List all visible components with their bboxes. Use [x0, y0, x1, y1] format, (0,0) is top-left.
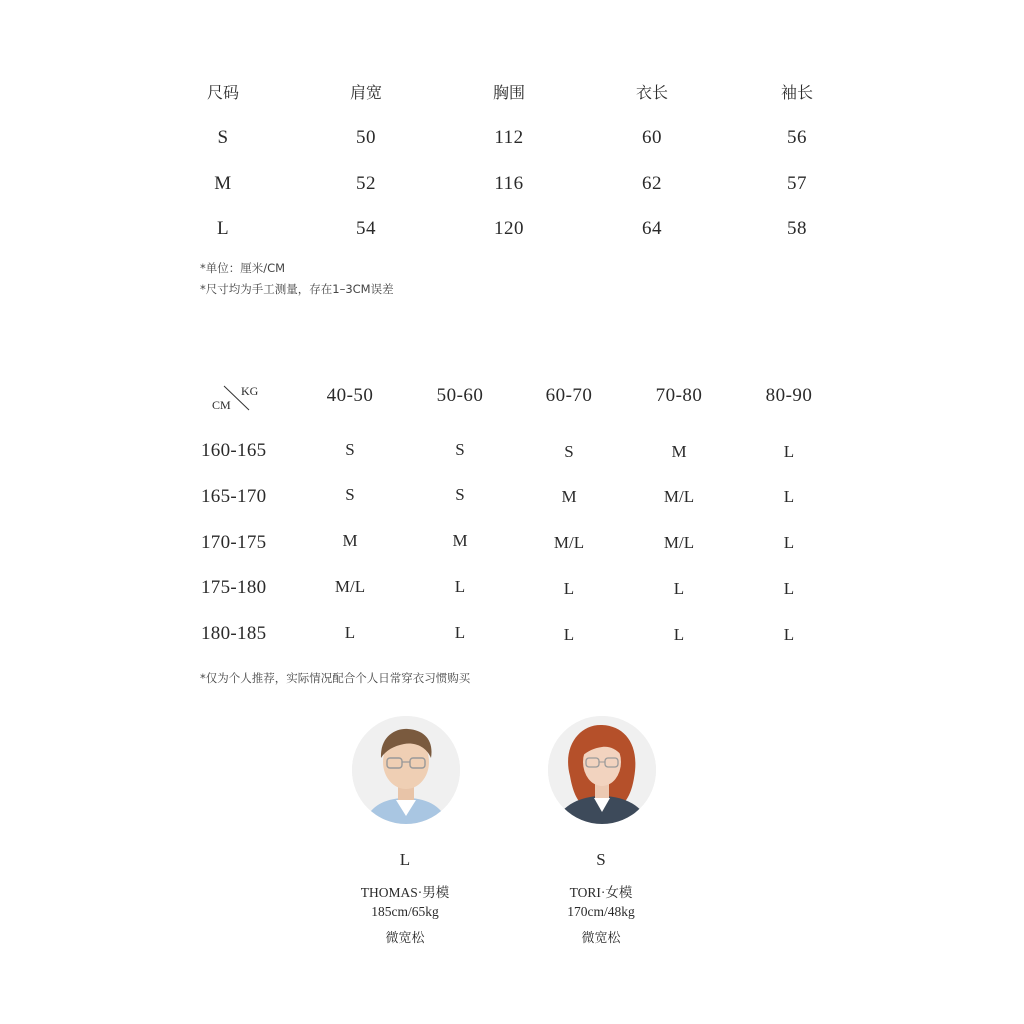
- rec-cell: L: [783, 579, 795, 598]
- rec-cell: S: [345, 485, 355, 504]
- rec-cell: L: [454, 577, 466, 596]
- rec-cell: M: [671, 442, 687, 461]
- rec-cell: L: [563, 579, 575, 598]
- header-chest: 胸围: [492, 83, 526, 102]
- rec-cell: M: [561, 487, 577, 506]
- recommendation-note: *仅为个人推荐，实际情况配合个人日常穿衣习惯购买: [200, 671, 471, 685]
- rec-cell: S: [455, 440, 465, 459]
- corner-kg-label: KG: [241, 384, 259, 398]
- weight-header: 40-50: [326, 385, 374, 406]
- rec-cell: L: [344, 623, 356, 642]
- model-size: L: [399, 850, 411, 869]
- rec-cell: L: [783, 442, 795, 461]
- rec-cell: L: [673, 625, 685, 644]
- unit-note: *单位：厘米/CM: [200, 261, 286, 275]
- rec-cell: M/L: [553, 533, 585, 552]
- rec-cell: M: [342, 531, 358, 550]
- avatar: [548, 716, 656, 824]
- model-photo: [352, 716, 460, 824]
- model-photo: [548, 716, 656, 824]
- measure-note: *尺寸均为手工测量，存在1–3CM误差: [200, 282, 394, 296]
- corner-diagonal: [222, 384, 252, 412]
- size-cell: 57: [787, 173, 807, 194]
- size-cell: 64: [642, 218, 662, 239]
- weight-header: 80-90: [765, 385, 813, 406]
- rec-cell: S: [455, 485, 465, 504]
- model-stats: 185cm/65kg: [371, 904, 439, 919]
- header-length: 衣长: [635, 83, 669, 102]
- size-cell: 116: [494, 173, 524, 194]
- size-cell: 58: [787, 218, 807, 239]
- weight-header: 50-60: [436, 385, 484, 406]
- corner-cm-label: CM: [212, 398, 231, 412]
- rec-cell: L: [563, 625, 575, 644]
- height-label: 170-175: [201, 532, 267, 553]
- rec-cell: L: [673, 579, 685, 598]
- size-cell: 60: [642, 127, 662, 148]
- model-size: S: [596, 850, 606, 869]
- rec-cell: M/L: [663, 533, 695, 552]
- model-stats: 170cm/48kg: [567, 904, 635, 919]
- height-label: 175-180: [201, 577, 267, 598]
- size-cell: 56: [787, 127, 807, 148]
- rec-cell: S: [564, 442, 574, 461]
- size-cell: 112: [494, 127, 524, 148]
- model-name: TORI·女模: [569, 885, 633, 900]
- size-cell: L: [216, 218, 230, 239]
- rec-cell: L: [783, 487, 795, 506]
- size-cell: S: [217, 127, 229, 148]
- header-shoulder: 肩宽: [349, 83, 383, 102]
- rec-cell: M: [452, 531, 468, 550]
- size-cell: 50: [356, 127, 376, 148]
- size-cell: 54: [356, 218, 376, 239]
- rec-cell: M/L: [334, 577, 366, 596]
- model-fit: 微宽松: [581, 931, 621, 946]
- rec-cell: L: [783, 625, 795, 644]
- rec-cell: S: [345, 440, 355, 459]
- size-cell: 62: [642, 173, 662, 194]
- avatar: [352, 716, 460, 824]
- size-cell: M: [214, 173, 232, 194]
- rec-cell: M/L: [663, 487, 695, 506]
- size-cell: 120: [494, 218, 524, 239]
- weight-header: 60-70: [545, 385, 593, 406]
- weight-header: 70-80: [655, 385, 703, 406]
- header-sleeve: 袖长: [780, 83, 814, 102]
- header-size: 尺码: [206, 83, 240, 102]
- model-fit: 微宽松: [385, 931, 425, 946]
- rec-cell: L: [454, 623, 466, 642]
- height-label: 165-170: [201, 486, 267, 507]
- height-label: 160-165: [201, 440, 267, 461]
- height-label: 180-185: [201, 623, 267, 644]
- model-name: THOMAS·男模: [360, 885, 450, 900]
- rec-cell: L: [783, 533, 795, 552]
- size-cell: 52: [356, 173, 376, 194]
